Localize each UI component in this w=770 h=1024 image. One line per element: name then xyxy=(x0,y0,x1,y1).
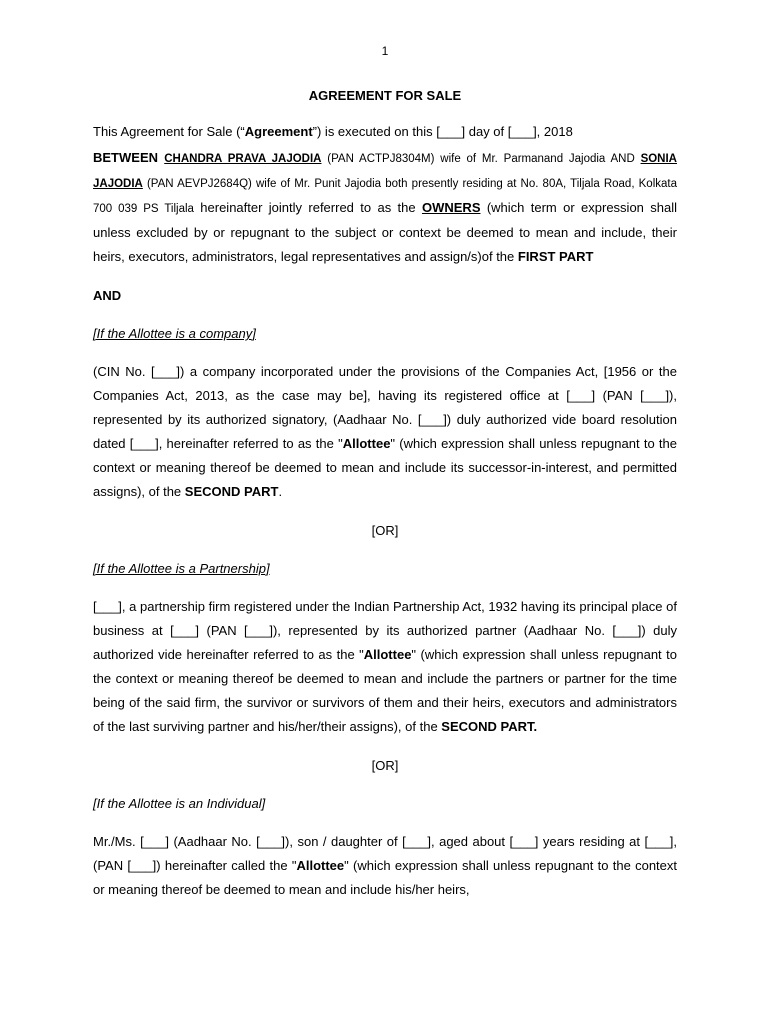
owner-name: CHANDRA PRAVA JAJODIA xyxy=(164,153,322,165)
first-part-label: FIRST PART xyxy=(517,249,594,264)
owners-text: (PAN ACTPJ8304M) wife of Mr. Parmanand Jajodia AND xyxy=(321,153,641,165)
owners-paragraph xyxy=(93,146,677,269)
intro-text: This Agreement for Sale (“ xyxy=(93,124,245,139)
intro-text: ”) is executed on this [___] day of [___], 2018 xyxy=(312,124,573,139)
or-separator: [OR] xyxy=(371,758,399,773)
page-number: 1 xyxy=(381,44,389,58)
owner-name: SONIA JAJODIA xyxy=(93,153,677,190)
agreement-term: Agreement xyxy=(244,124,313,139)
company-text: . xyxy=(278,484,283,499)
intro-paragraph xyxy=(93,120,677,144)
individual-text: Mr./Ms. [___] (Aadhaar No. [___]), son / daughter of [___], aged about [___] years residing at [___], (PAN [___]) hereinafter called the " xyxy=(93,834,677,873)
or-separator: [OR] xyxy=(371,523,399,538)
between-label: BETWEEN xyxy=(93,150,158,165)
allottee-term: Allottee xyxy=(342,436,391,451)
partnership-text: " (which expression shall unless repugnant to the context or meaning thereof be deemed to mean and include the partners or partner for the time being of the said firm, the survivor or survivors of them and their heirs, executors and administrators of the last surviving partner and his/her/their assigns), of the xyxy=(93,647,677,734)
company-text: " (which expression shall unless repugnant to the context or meaning thereof be deemed to mean and include its successor-in-interest, and permitted assigns), of the xyxy=(93,436,677,499)
individual-paragraph xyxy=(93,830,677,902)
company-heading: [If the Allottee is a company] xyxy=(93,326,256,341)
owners-text: hereinafter jointly referred to as the xyxy=(193,200,422,215)
second-part-label: SECOND PART. xyxy=(441,719,538,734)
second-part-label: SECOND PART xyxy=(184,484,279,499)
partnership-heading: [If the Allottee is a Partnership] xyxy=(93,561,270,576)
partnership-text: [___], a partnership firm registered under the Indian Partnership Act, 1932 having its principal place of business at [___] (PAN [___]), represented by its authorized partner (Aadhaar No. [___]) duly authorized vide hereinafter referred to as the " xyxy=(93,599,677,662)
allottee-term: Allottee xyxy=(363,647,412,662)
individual-text: " (which expression shall unless repugnant to the context or meaning thereof be deemed to mean and include his/her heirs, xyxy=(93,858,677,897)
company-text: (CIN No. [___]) a company incorporated under the provisions of the Companies Act, [1956 or the Companies Act, 2013, as the case may be], having its registered office at [___] (PAN [___]), represented by its authorized signatory, (Aadhaar No. [___]) duly authorized vide board resolution dated [___], hereinafter referred to as the " xyxy=(93,364,677,451)
company-paragraph xyxy=(93,360,677,504)
owners-text: (which term or expression shall unless excluded by or repugnant to the subject or context be deemed to mean and include, their heirs, executors, administrators, legal representatives and assign/s)of the xyxy=(93,200,677,264)
partnership-paragraph xyxy=(93,595,677,739)
owners-text: (PAN AEVPJ2684Q) wife of Mr. Punit Jajodia both presently residing at No. 80A, Tiljala Road, Kolkata 700 039 PS Tiljala xyxy=(93,178,677,215)
individual-heading: [If the Allottee is an Individual] xyxy=(93,796,266,811)
owners-term: OWNERS xyxy=(421,200,481,215)
and-label: AND xyxy=(93,288,122,303)
allottee-term: Allottee xyxy=(296,858,345,873)
document-title: AGREEMENT FOR SALE xyxy=(308,88,462,103)
